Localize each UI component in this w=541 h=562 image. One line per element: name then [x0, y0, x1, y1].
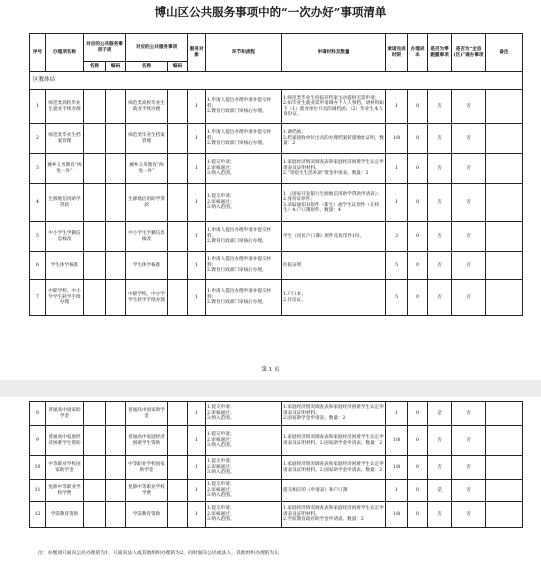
cell-main-name: 免除中等职业学校学费 — [126, 480, 168, 502]
cell-materials: 1.家庭经济情况调查表和家庭经济困难学生认定申请表及证明材料。 2.“寄宿生生活补助”资金申请表。数量：2 — [282, 154, 386, 184]
cell-item-name: 中职学校、中小学学生转学手续办理 — [46, 280, 84, 316]
cell-main-code — [168, 456, 188, 480]
cell-main-name: 中职学校、中小学学生转学手续办理 — [126, 280, 168, 316]
cell-process: 1.申请人提出办理申请并提交材料； 2.教育行政部门审核后办理。 — [206, 124, 282, 154]
cell-main-name: 城乡义务教育“两免一补” — [126, 154, 168, 184]
table-row — [30, 426, 523, 456]
cell-materials: 1.师范类毕业生持报存档案主动提供无需申请； 2.如毕业生就业需申请调办个人人事档，请材料如下（1）就业单位开具的调档函；（2）毕业生本人身份证。 — [282, 90, 386, 124]
cell-catalog-name — [84, 480, 106, 502]
cell-zero-run: 否 — [428, 426, 452, 456]
cell-zero-run: 否 — [428, 90, 452, 124]
col-item-name: 办理项名称 — [46, 34, 84, 72]
col-target: 服务对象 — [188, 34, 206, 72]
cell-catalog-code — [106, 184, 126, 222]
cell-materials: 1.家庭经济情况调查表和家庭经济困难学生认定申请表及证明材料。 2.学前教育政府助学金申请表。数量：2 — [282, 502, 386, 528]
cell-materials: 1.家庭经济情况调查表和家庭经济困难学生认定申请表及证明材料。2.国家助学金申请表。数量：2 — [282, 426, 386, 456]
cell-main-code — [168, 184, 188, 222]
cell-materials: 1.《国家开发银行生源地信用助学贷款申请表》； 2.身份证原件； 3.录取通知书原件（新生）或学生证原件（在校生）4.户口簿原件。数量：4 — [282, 184, 386, 222]
section-label: 区教体局 — [30, 72, 523, 90]
cell-item-name: 生源地信用助学贷款 — [46, 184, 84, 222]
col-materials: 申请材料及数量 — [282, 34, 386, 72]
cell-remark — [486, 480, 523, 502]
col-catalog-name: 名称 — [84, 62, 106, 72]
cell-item-name: 中等职业学校国家助学金 — [46, 456, 84, 480]
cell-cost: 0 — [408, 502, 428, 528]
cell-main-name: 中小学生学籍信息核改 — [126, 222, 168, 252]
cell-seq: 6 — [30, 252, 46, 280]
cell-process: 1.申请人提出办理申请并提交材料； 2.教育行政部门审核后办理。 — [206, 222, 282, 252]
cell-catalog-name — [84, 90, 106, 124]
cell-zero-run: 否 — [428, 280, 452, 316]
cell-cost: 0 — [408, 222, 428, 252]
cell-process: 1.提交申请； 2.审核通过； 3.纳入范围。 — [206, 456, 282, 480]
col-main-name: 名称 — [126, 62, 168, 72]
col-remark: 备注 — [486, 34, 523, 72]
cell-seq: 11 — [30, 480, 46, 502]
cell-cost: 0 — [408, 456, 428, 480]
cell-seq: 7 — [30, 280, 46, 316]
cell-main-code — [168, 252, 188, 280]
table-row — [30, 222, 523, 252]
cell-materials: 医院证明 — [282, 252, 386, 280]
page-title: 博山区公共服务事项中的“一次办好”事项清单 — [154, 5, 387, 19]
cell-target: 1 — [188, 480, 206, 502]
cell-item-name: 普通高中国家助学金 — [46, 402, 84, 426]
cell-zero-run: 否 — [428, 154, 452, 184]
cell-process: 1.申请人提出办理申请并提交材料； 2.教育行政部门审核后办理。 — [206, 252, 282, 280]
table-row — [30, 252, 523, 280]
cell-zero-run: 否 — [428, 124, 452, 154]
cell-zero-run: 是 — [428, 402, 452, 426]
col-zero-run: 是否为零跑腿事项 — [428, 34, 452, 72]
cell-item-name: 学前教育资助 — [46, 502, 84, 528]
cell-seq: 3 — [30, 154, 46, 184]
cell-catalog-code — [106, 222, 126, 252]
cell-process: 1.申请人提出办理申请并提交材料； 2.教育行政部门审核后办理。 — [206, 280, 282, 316]
cell-main-code — [168, 402, 188, 426]
cell-main-code — [168, 124, 188, 154]
col-seq: 序号 — [30, 34, 46, 72]
cell-catalog-code — [106, 480, 126, 502]
cell-zero-run: 否 — [428, 222, 452, 252]
cell-county: 否 — [452, 280, 486, 316]
cell-county: 否 — [452, 502, 486, 528]
cell-main-code — [168, 480, 188, 502]
cell-remark — [486, 502, 523, 528]
col-county: 是否为“全县(区)”通办事项 — [452, 34, 486, 72]
col-catalog-code: 编码 — [106, 62, 126, 72]
cell-process: 1.提交申请； 2.审核通过； 3.纳入范围。 — [206, 426, 282, 456]
cell-catalog-name — [84, 222, 106, 252]
cell-target: 1 — [188, 426, 206, 456]
cell-catalog-code — [106, 124, 126, 154]
cell-target: 1 — [188, 124, 206, 154]
cell-target: 1 — [188, 184, 206, 222]
items-table-continued — [29, 401, 523, 528]
cell-main-name: 中等职业学校国家助学金 — [126, 456, 168, 480]
table-row — [30, 124, 523, 154]
cell-cost: 0 — [408, 402, 428, 426]
cell-catalog-name — [84, 502, 106, 528]
cell-materials: 提交相应的《申请表》和户口簿 — [282, 480, 386, 502]
cell-remark — [486, 280, 523, 316]
cell-time-limit: 1/8 — [386, 124, 408, 154]
table-row — [30, 154, 523, 184]
cell-materials: 1.户口本； 2.住房证。 — [282, 280, 386, 316]
cell-main-name: 学前教育资助 — [126, 502, 168, 528]
cell-time-limit: 5 — [386, 252, 408, 280]
cell-item-name: 城乡义务教育“两免一补” — [46, 154, 84, 184]
cell-seq: 5 — [30, 222, 46, 252]
cell-catalog-code — [106, 154, 126, 184]
cell-seq: 10 — [30, 456, 46, 480]
cell-time-limit: 1 — [386, 480, 408, 502]
cell-target: 1 — [188, 90, 206, 124]
cell-remark — [486, 222, 523, 252]
cell-process: 1.提交申请； 2.审核通过； 3.纳入范围。 — [206, 480, 282, 502]
table-row — [30, 480, 523, 502]
cell-catalog-name — [84, 124, 106, 154]
table-row — [30, 280, 523, 316]
col-time-limit: 承诺完成时限 — [386, 34, 408, 72]
cell-time-limit: 3 — [386, 222, 408, 252]
table-row — [30, 456, 523, 480]
cell-materials: 学生《居民户口簿》原件及复印件1份。 — [282, 222, 386, 252]
cell-main-name: 学生休学核准 — [126, 252, 168, 280]
cell-catalog-name — [84, 280, 106, 316]
cell-process: 1.申请人提出办理申请并提交材料； 2.教育行政部门审核后办理。 — [206, 90, 282, 124]
cell-time-limit: 1/8 — [386, 502, 408, 528]
cell-time-limit: 1/8 — [386, 456, 408, 480]
cell-seq: 1 — [30, 90, 46, 124]
table-row — [30, 90, 523, 124]
cell-cost: 0 — [408, 154, 428, 184]
cell-catalog-name — [84, 402, 106, 426]
cell-catalog-name — [84, 426, 106, 456]
cell-time-limit: 1 — [386, 90, 408, 124]
cell-time-limit: 5 — [386, 280, 408, 316]
cell-main-code — [168, 222, 188, 252]
cell-item-name: 普通高中家庭经济困难学生资助 — [46, 426, 84, 456]
cell-county: 否 — [452, 426, 486, 456]
cell-item-name: 师范类毕业生档案管理 — [46, 124, 84, 154]
col-catalog: 对应的公共服务事项子项 — [84, 34, 126, 62]
cell-item-name: 师范类高校毕业生就业手续办理 — [46, 90, 84, 124]
cell-remark — [486, 154, 523, 184]
cell-main-name: 普通高中国家助学金 — [126, 402, 168, 426]
cell-cost: 0 — [408, 426, 428, 456]
cell-time-limit: 1 — [386, 184, 408, 222]
footnote: 注：办理项只面向公民办理的为1，只面向法人或其他组织办理的为2，同时面向公民或法人、其他组织办理的为3。 — [38, 551, 283, 556]
cell-zero-run: 否 — [428, 252, 452, 280]
cell-process: 1.提交申请； 2.审核通过； 3.纳入范围。 — [206, 154, 282, 184]
cell-main-code — [168, 426, 188, 456]
cell-remark — [486, 426, 523, 456]
cell-zero-run: 是 — [428, 480, 452, 502]
cell-zero-run: 否 — [428, 502, 452, 528]
table-row — [30, 184, 523, 222]
cell-catalog-name — [84, 184, 106, 222]
col-main-item: 对应的公共服务事项 — [126, 34, 188, 62]
cell-remark — [486, 252, 523, 280]
col-process: 环节和流程 — [206, 34, 282, 72]
table-row — [30, 402, 523, 426]
cell-main-code — [168, 154, 188, 184]
cell-item-name: 免除中等职业学校学费 — [46, 480, 84, 502]
cell-county: 否 — [452, 90, 486, 124]
cell-remark — [486, 124, 523, 154]
table-row — [30, 502, 523, 528]
cell-cost: 0 — [408, 280, 428, 316]
cell-remark — [486, 402, 523, 426]
cell-catalog-code — [106, 252, 126, 280]
cell-materials: 1.家庭经济情况调查表和家庭经济困难学生认定申请表及证明材料。2.国家助学金申请表。数量：2 — [282, 456, 386, 480]
cell-catalog-code — [106, 280, 126, 316]
document-page-2 — [0, 397, 541, 562]
cell-seq: 12 — [30, 502, 46, 528]
cell-time-limit: 1/8 — [386, 426, 408, 456]
cell-target: 1 — [188, 154, 206, 184]
cell-county: 否 — [452, 456, 486, 480]
cell-zero-run: 否 — [428, 184, 452, 222]
cell-county: 否 — [452, 402, 486, 426]
cell-cost: 0 — [408, 124, 428, 154]
cell-zero-run: 否 — [428, 456, 452, 480]
cell-main-code — [168, 280, 188, 316]
cell-county: 否 — [452, 124, 486, 154]
cell-item-name: 学生休学核准 — [46, 252, 84, 280]
cell-catalog-code — [106, 402, 126, 426]
cell-process: 1.提交申请； 2.审核通过； 3.纳入范围。 — [206, 502, 282, 528]
cell-remark — [486, 184, 523, 222]
cell-main-code — [168, 90, 188, 124]
cell-catalog-name — [84, 456, 106, 480]
cell-main-name: 生源地信用助学贷款 — [126, 184, 168, 222]
cell-seq: 4 — [30, 184, 46, 222]
cell-county: 否 — [452, 222, 486, 252]
cell-target: 1 — [188, 280, 206, 316]
cell-catalog-code — [106, 456, 126, 480]
cell-cost: 0 — [408, 252, 428, 280]
cell-seq: 9 — [30, 426, 46, 456]
page-number: 第 1 页 — [261, 367, 280, 373]
cell-county: 否 — [452, 184, 486, 222]
cell-main-name: 师范类毕业生档案管理 — [126, 124, 168, 154]
cell-item-name: 中小学生学籍信息核改 — [46, 222, 84, 252]
cell-county: 否 — [452, 252, 486, 280]
cell-target: 1 — [188, 222, 206, 252]
cell-remark — [486, 90, 523, 124]
cell-main-code — [168, 502, 188, 528]
cell-seq: 8 — [30, 402, 46, 426]
cell-cost: 0 — [408, 184, 428, 222]
cell-seq: 2 — [30, 124, 46, 154]
col-main-code: 编码 — [168, 62, 188, 72]
cell-county: 否 — [452, 154, 486, 184]
cell-time-limit: 1 — [386, 154, 408, 184]
cell-materials: 1.家庭经济情况调查表和家庭经济困难学生认定申请表及证明材料。 2.国家助学金申请表。数量：2 — [282, 402, 386, 426]
cell-county: 否 — [452, 480, 486, 502]
cell-catalog-name — [84, 154, 106, 184]
cell-catalog-code — [106, 502, 126, 528]
cell-cost: 0 — [408, 480, 428, 502]
cell-materials: 1.调档函； 2.档案接收单位出具的办理档案转递地址证明，数量：2 — [282, 124, 386, 154]
cell-catalog-code — [106, 426, 126, 456]
cell-cost: 0 — [408, 90, 428, 124]
cell-catalog-code — [106, 90, 126, 124]
cell-main-name: 普通高中家庭经济困难学生资助 — [126, 426, 168, 456]
cell-target: 1 — [188, 402, 206, 426]
cell-catalog-name — [84, 252, 106, 280]
cell-process: 1.提交申请； 2.审核通过； 3.纳入范围。 — [206, 402, 282, 426]
cell-main-name: 师范类高校毕业生就业手续办理 — [126, 90, 168, 124]
items-table — [29, 33, 523, 316]
cell-target: 1 — [188, 456, 206, 480]
cell-target: 1 — [188, 502, 206, 528]
cell-remark — [486, 456, 523, 480]
cell-target: 1 — [188, 252, 206, 280]
cell-process: 1.提交申请； 2.审核通过； 3.纳入范围。 — [206, 184, 282, 222]
cell-time-limit: 1 — [386, 402, 408, 426]
col-cost: 办理成本 — [408, 34, 428, 72]
